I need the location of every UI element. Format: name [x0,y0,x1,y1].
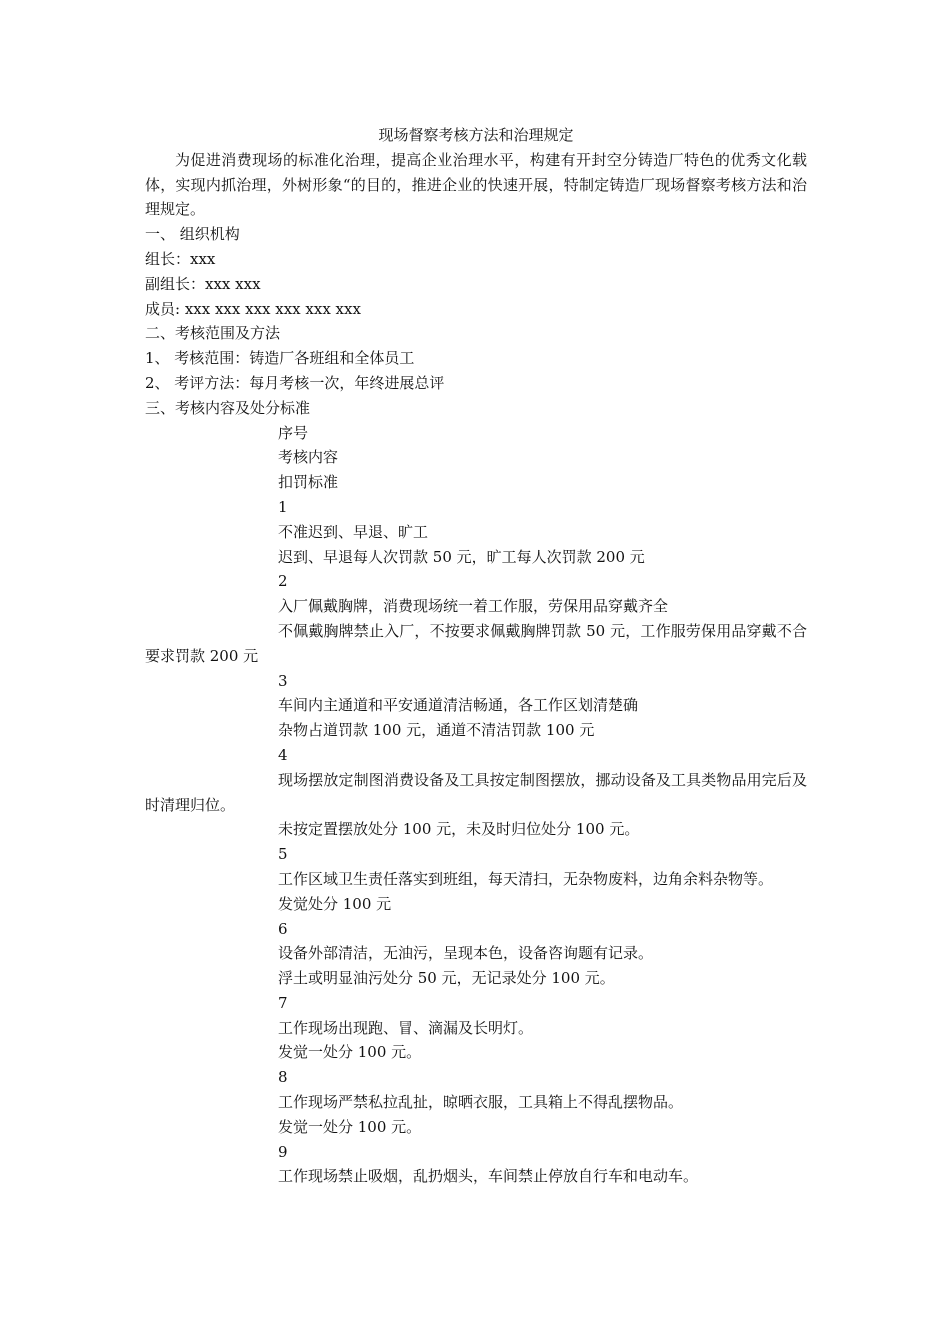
row-content: 工作现场禁止吸烟，乱扔烟头，车间禁止停放自行车和电动车。 [278,1167,699,1186]
row-standard: 发觉一处分 100 元。 [278,1117,422,1136]
intro-paragraph: 为促进消费现场的标准化治理，提高企业治理水平，构建有开封空分铸造厂特色的优秀文化载体，实现内抓治理，外树形象“的目的，推进企业的快速开展，特制定铸造厂现场督察考核方法和治理规定。 [145,150,807,219]
members-line: 成员: xxx xxx xxx xxx xxx xxx [145,299,361,318]
row-standard: 发觉处分 100 元 [278,894,392,913]
row-number: 3 [278,671,288,690]
row-standard: 迟到、早退每人次罚款 50 元，旷工每人次罚款 200 元 [278,547,645,566]
section-heading-organization: 一、 组织机构 [145,225,240,244]
row-number: 4 [278,745,288,764]
row-number: 7 [278,993,288,1012]
leader-line: 组长：xxx [145,249,216,268]
document-body [145,123,807,1189]
row-number: 1 [278,497,288,516]
row-number: 6 [278,919,288,938]
row-number: 8 [278,1068,288,1087]
column-header-standard: 扣罚标准 [278,473,339,492]
row-content: 现场摆放定制图消费设备及工具按定制图摆放，挪动设备及工具类物品用完后及时清理归位。 [145,770,807,814]
row-standard: 浮土或明显油污处分 50 元，无记录处分 100 元。 [278,969,615,988]
column-header-content: 考核内容 [278,448,339,467]
document-title: 现场督察考核方法和治理规定 [378,126,574,144]
section-heading-standards: 三、考核内容及处分标准 [145,398,311,417]
row-standard: 发觉一处分 100 元。 [278,1043,422,1062]
row-content: 工作区域卫生责任落实到班组，每天清扫，无杂物废料，边角余料杂物等。 [278,869,774,888]
row-number: 5 [278,845,288,864]
row-content: 设备外部清洁，无油污，呈现本色，设备咨询题有记录。 [278,944,654,963]
deputy-leader-line: 副组长：xxx xxx [145,274,261,293]
row-content: 工作现场严禁私拉乱扯，晾晒衣服，工具箱上不得乱摆物品。 [278,1093,684,1112]
column-header-number: 序号 [278,423,309,442]
row-number: 2 [278,572,288,591]
section-heading-scope: 二、考核范围及方法 [145,324,281,343]
scope-item: 1、 考核范围：铸造厂各班组和全体员工 [145,349,415,368]
method-item: 2、 考评方法：每月考核一次，年终进展总评 [145,373,445,392]
row-content: 不准迟到、早退、旷工 [278,522,429,541]
row-content: 工作现场出现跑、冒、滴漏及长明灯。 [278,1018,534,1037]
row-content: 车间内主通道和平安通道清洁畅通，各工作区划清楚确 [278,696,639,715]
row-standard: 未按定置摆放处分 100 元，未及时归位处分 100 元。 [278,820,640,839]
row-standard: 不佩戴胸牌禁止入厂，不按要求佩戴胸牌罚款 50 元，工作服劳保用品穿戴不合要求罚款 200 元 [145,621,807,665]
row-standard: 杂物占道罚款 100 元，通道不清洁罚款 100 元 [278,721,595,740]
row-content: 入厂佩戴胸牌，消费现场统一着工作服，劳保用品穿戴齐全 [278,597,669,616]
row-number: 9 [278,1142,288,1161]
